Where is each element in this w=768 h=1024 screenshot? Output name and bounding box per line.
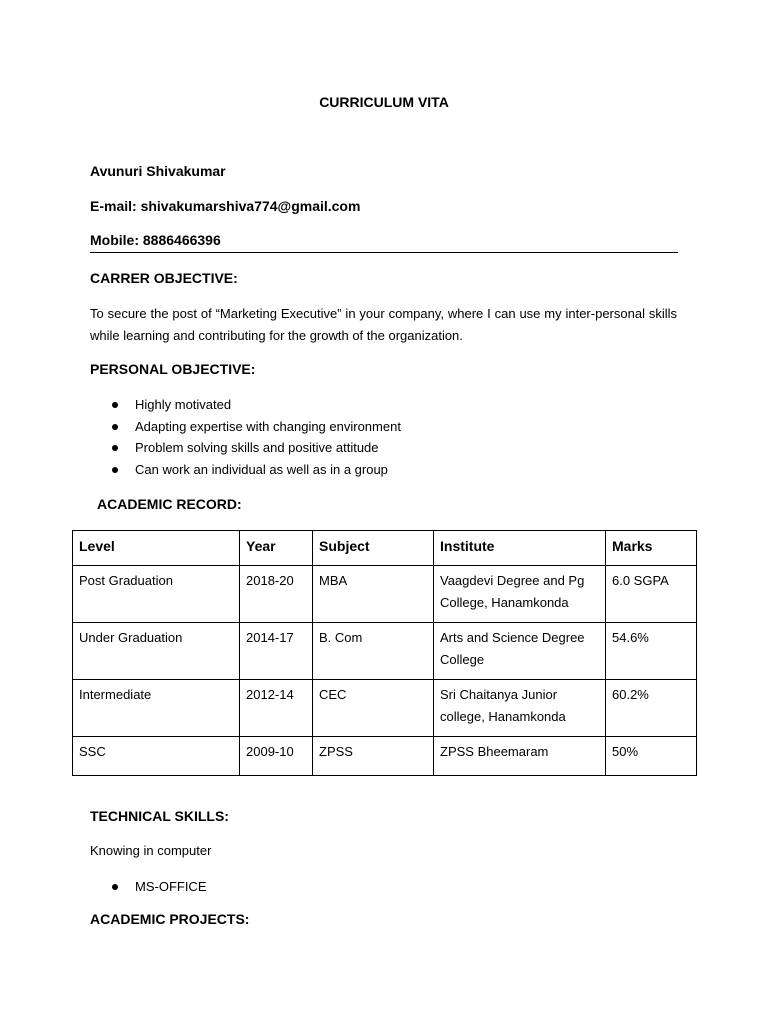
table-cell: B. Com [313,623,434,680]
table-cell: Intermediate [73,680,240,737]
column-header-marks: Marks [606,531,697,566]
list-item: Can work an individual as well as in a group [110,459,401,481]
table-cell: MBA [313,566,434,623]
table-row [73,566,697,623]
column-header-subject: Subject [313,531,434,566]
career-objective-heading: CARRER OBJECTIVE: [90,270,238,286]
mobile-line: Mobile: 8886466396 [90,232,221,248]
email-line: E-mail: shivakumarshiva774@gmail.com [90,198,361,214]
column-header-year: Year [240,531,313,566]
table-cell: Post Graduation [73,566,240,623]
table-cell: 2009-10 [240,737,313,776]
table-cell: 2012-14 [240,680,313,737]
list-item: Problem solving skills and positive attitude [110,437,401,459]
table-cell: 60.2% [606,680,697,737]
table-cell: 6.0 SGPA [606,566,697,623]
candidate-name: Avunuri Shivakumar [90,163,226,179]
table-header-row [73,531,697,566]
table-cell: SSC [73,737,240,776]
list-item: Adapting expertise with changing environment [110,416,401,438]
table-cell: 2014-17 [240,623,313,680]
table-cell: Arts and Science Degree College [434,623,606,680]
column-header-level: Level [73,531,240,566]
table-row [73,680,697,737]
column-header-institute: Institute [434,531,606,566]
table-cell: 54.6% [606,623,697,680]
technical-skills-list [110,876,207,898]
list-item: MS-OFFICE [110,876,207,898]
table-row [73,737,697,776]
career-objective-text: To secure the post of “Marketing Executive” in your company, where I can use my inter-personal skills while learning and contributing for the growth of the organization. [90,306,677,343]
table-cell: Vaagdevi Degree and Pg College, Hanamkonda [434,566,606,623]
table-cell: ZPSS Bheemaram [434,737,606,776]
table-cell: 50% [606,737,697,776]
table-cell: 2018-20 [240,566,313,623]
technical-skills-intro: Knowing in computer [90,843,212,858]
table-cell: CEC [313,680,434,737]
table-row [73,623,697,680]
header-divider [90,252,678,253]
table-cell: ZPSS [313,737,434,776]
academic-record-table [72,530,697,776]
personal-objective-list [110,394,401,481]
academic-record-heading: ACADEMIC RECORD: [97,496,242,512]
document-title: CURRICULUM VITA [319,94,449,110]
table-cell: Under Graduation [73,623,240,680]
academic-projects-heading: ACADEMIC PROJECTS: [90,911,250,927]
technical-skills-heading: TECHNICAL SKILLS: [90,808,229,824]
list-item: Highly motivated [110,394,401,416]
table-cell: Sri Chaitanya Junior college, Hanamkonda [434,680,606,737]
personal-objective-heading: PERSONAL OBJECTIVE: [90,361,256,377]
